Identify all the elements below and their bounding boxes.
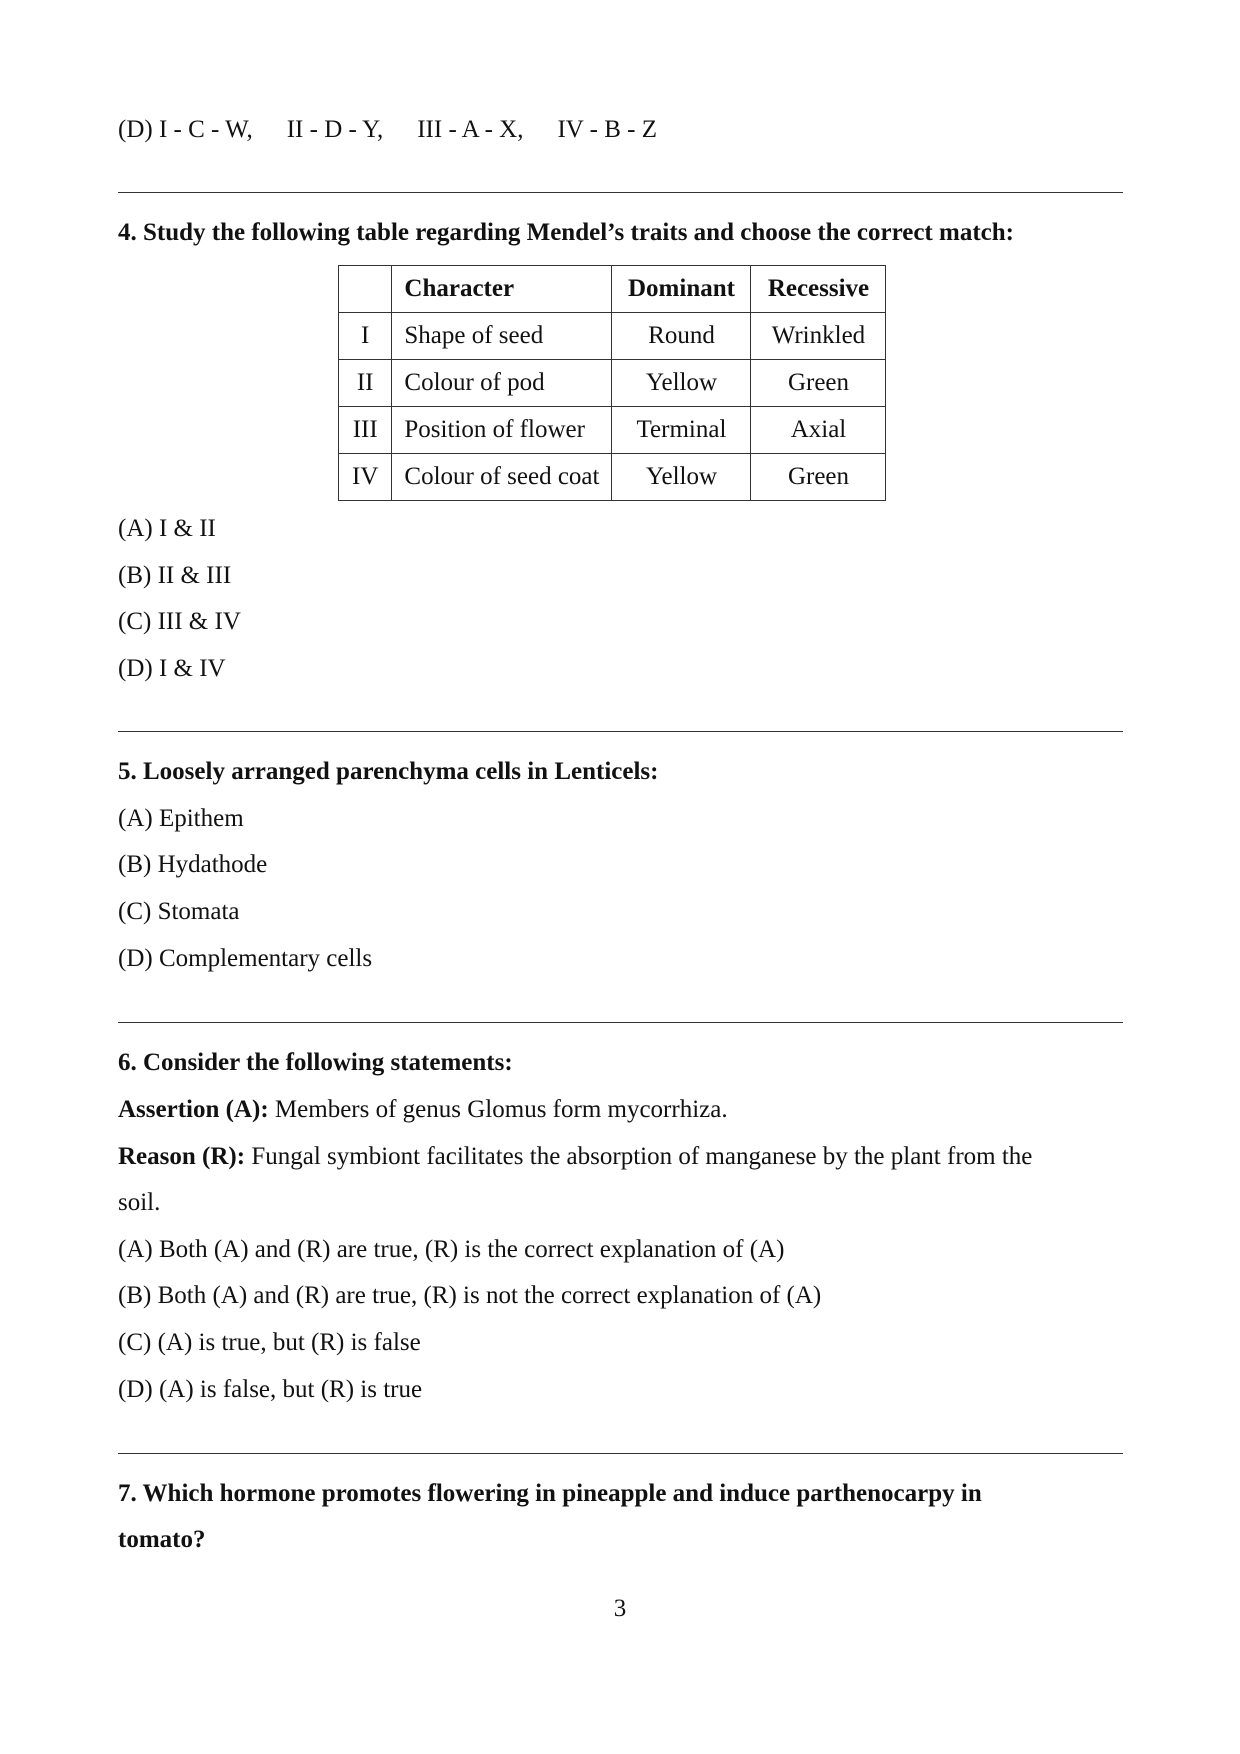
question-4-option-d[interactable]: (D) I & IV — [118, 655, 226, 682]
match-part: III - A - X, — [417, 116, 524, 143]
row-dominant: Terminal — [612, 407, 751, 454]
question-6-option-b[interactable]: (B) Both (A) and (R) are true, (R) is not the correct explanation of (A) — [118, 1282, 822, 1309]
row-recessive: Green — [751, 360, 886, 407]
question-5-title: 5. Loosely arranged parenchyma cells in Lenticels: — [118, 758, 659, 785]
table-row — [339, 407, 886, 454]
page-number: 3 — [613, 1595, 627, 1622]
reason-text-continued: soil. — [118, 1189, 161, 1216]
row-character: Colour of seed coat — [392, 454, 612, 501]
question-5-option-c[interactable]: (C) Stomata — [118, 898, 240, 925]
question-6-option-d[interactable]: (D) (A) is false, but (R) is true — [118, 1376, 423, 1403]
reason-label: Reason (R): — [118, 1143, 246, 1170]
question-4-option-a[interactable]: (A) I & II — [118, 515, 216, 542]
row-dominant: Yellow — [612, 454, 751, 501]
match-part: I - C - W, — [158, 116, 253, 143]
question-5-option-a[interactable]: (A) Epithem — [118, 805, 244, 832]
table-row — [339, 454, 886, 501]
row-recessive: Axial — [751, 407, 886, 454]
option-label: (D) — [118, 116, 153, 143]
previous-answer-option-d — [118, 115, 657, 145]
divider — [118, 192, 1123, 193]
assertion-statement — [118, 1095, 728, 1125]
question-6-option-c[interactable]: (C) (A) is true, but (R) is false — [118, 1329, 421, 1356]
table-header-cell: Character — [392, 266, 612, 313]
assertion-text: Members of genus Glomus form mycorrhiza. — [268, 1096, 728, 1123]
assertion-label: Assertion (A): — [118, 1096, 269, 1123]
row-character: Colour of pod — [392, 360, 612, 407]
question-4-option-c[interactable]: (C) III & IV — [118, 608, 241, 635]
table-row — [339, 313, 886, 360]
question-6-title: 6. Consider the following statements: — [118, 1049, 513, 1076]
question-7-title-continued: tomato? — [118, 1526, 206, 1553]
match-part: II - D - Y, — [286, 116, 384, 143]
question-5-option-d[interactable]: (D) Complementary cells — [118, 945, 373, 972]
row-number: IV — [339, 454, 392, 501]
row-number: I — [339, 313, 392, 360]
table-header-row — [339, 266, 886, 313]
table-row — [339, 360, 886, 407]
reason-text: Fungal symbiont facilitates the absorption of manganese by the plant from the — [245, 1143, 1033, 1170]
table-header-cell: Dominant — [612, 266, 751, 313]
row-character: Shape of seed — [392, 313, 612, 360]
match-part: IV - B - Z — [557, 116, 657, 143]
divider — [118, 1022, 1123, 1023]
row-recessive: Wrinkled — [751, 313, 886, 360]
table-header-cell — [339, 266, 392, 313]
row-number: II — [339, 360, 392, 407]
row-dominant: Round — [612, 313, 751, 360]
question-7-title: 7. Which hormone promotes flowering in pineapple and induce parthenocarpy in — [118, 1480, 982, 1507]
question-4-option-b[interactable]: (B) II & III — [118, 562, 232, 589]
question-4-title: 4. Study the following table regarding Mendel’s traits and choose the correct match: — [118, 219, 1014, 246]
question-5-option-b[interactable]: (B) Hydathode — [118, 851, 268, 878]
mendel-traits-table — [338, 265, 886, 501]
row-number: III — [339, 407, 392, 454]
row-recessive: Green — [751, 454, 886, 501]
row-character: Position of flower — [392, 407, 612, 454]
divider — [118, 1453, 1123, 1454]
table-header-cell: Recessive — [751, 266, 886, 313]
row-dominant: Yellow — [612, 360, 751, 407]
reason-statement — [118, 1142, 1032, 1172]
question-6-option-a[interactable]: (A) Both (A) and (R) are true, (R) is the correct explanation of (A) — [118, 1236, 785, 1263]
divider — [118, 731, 1123, 732]
